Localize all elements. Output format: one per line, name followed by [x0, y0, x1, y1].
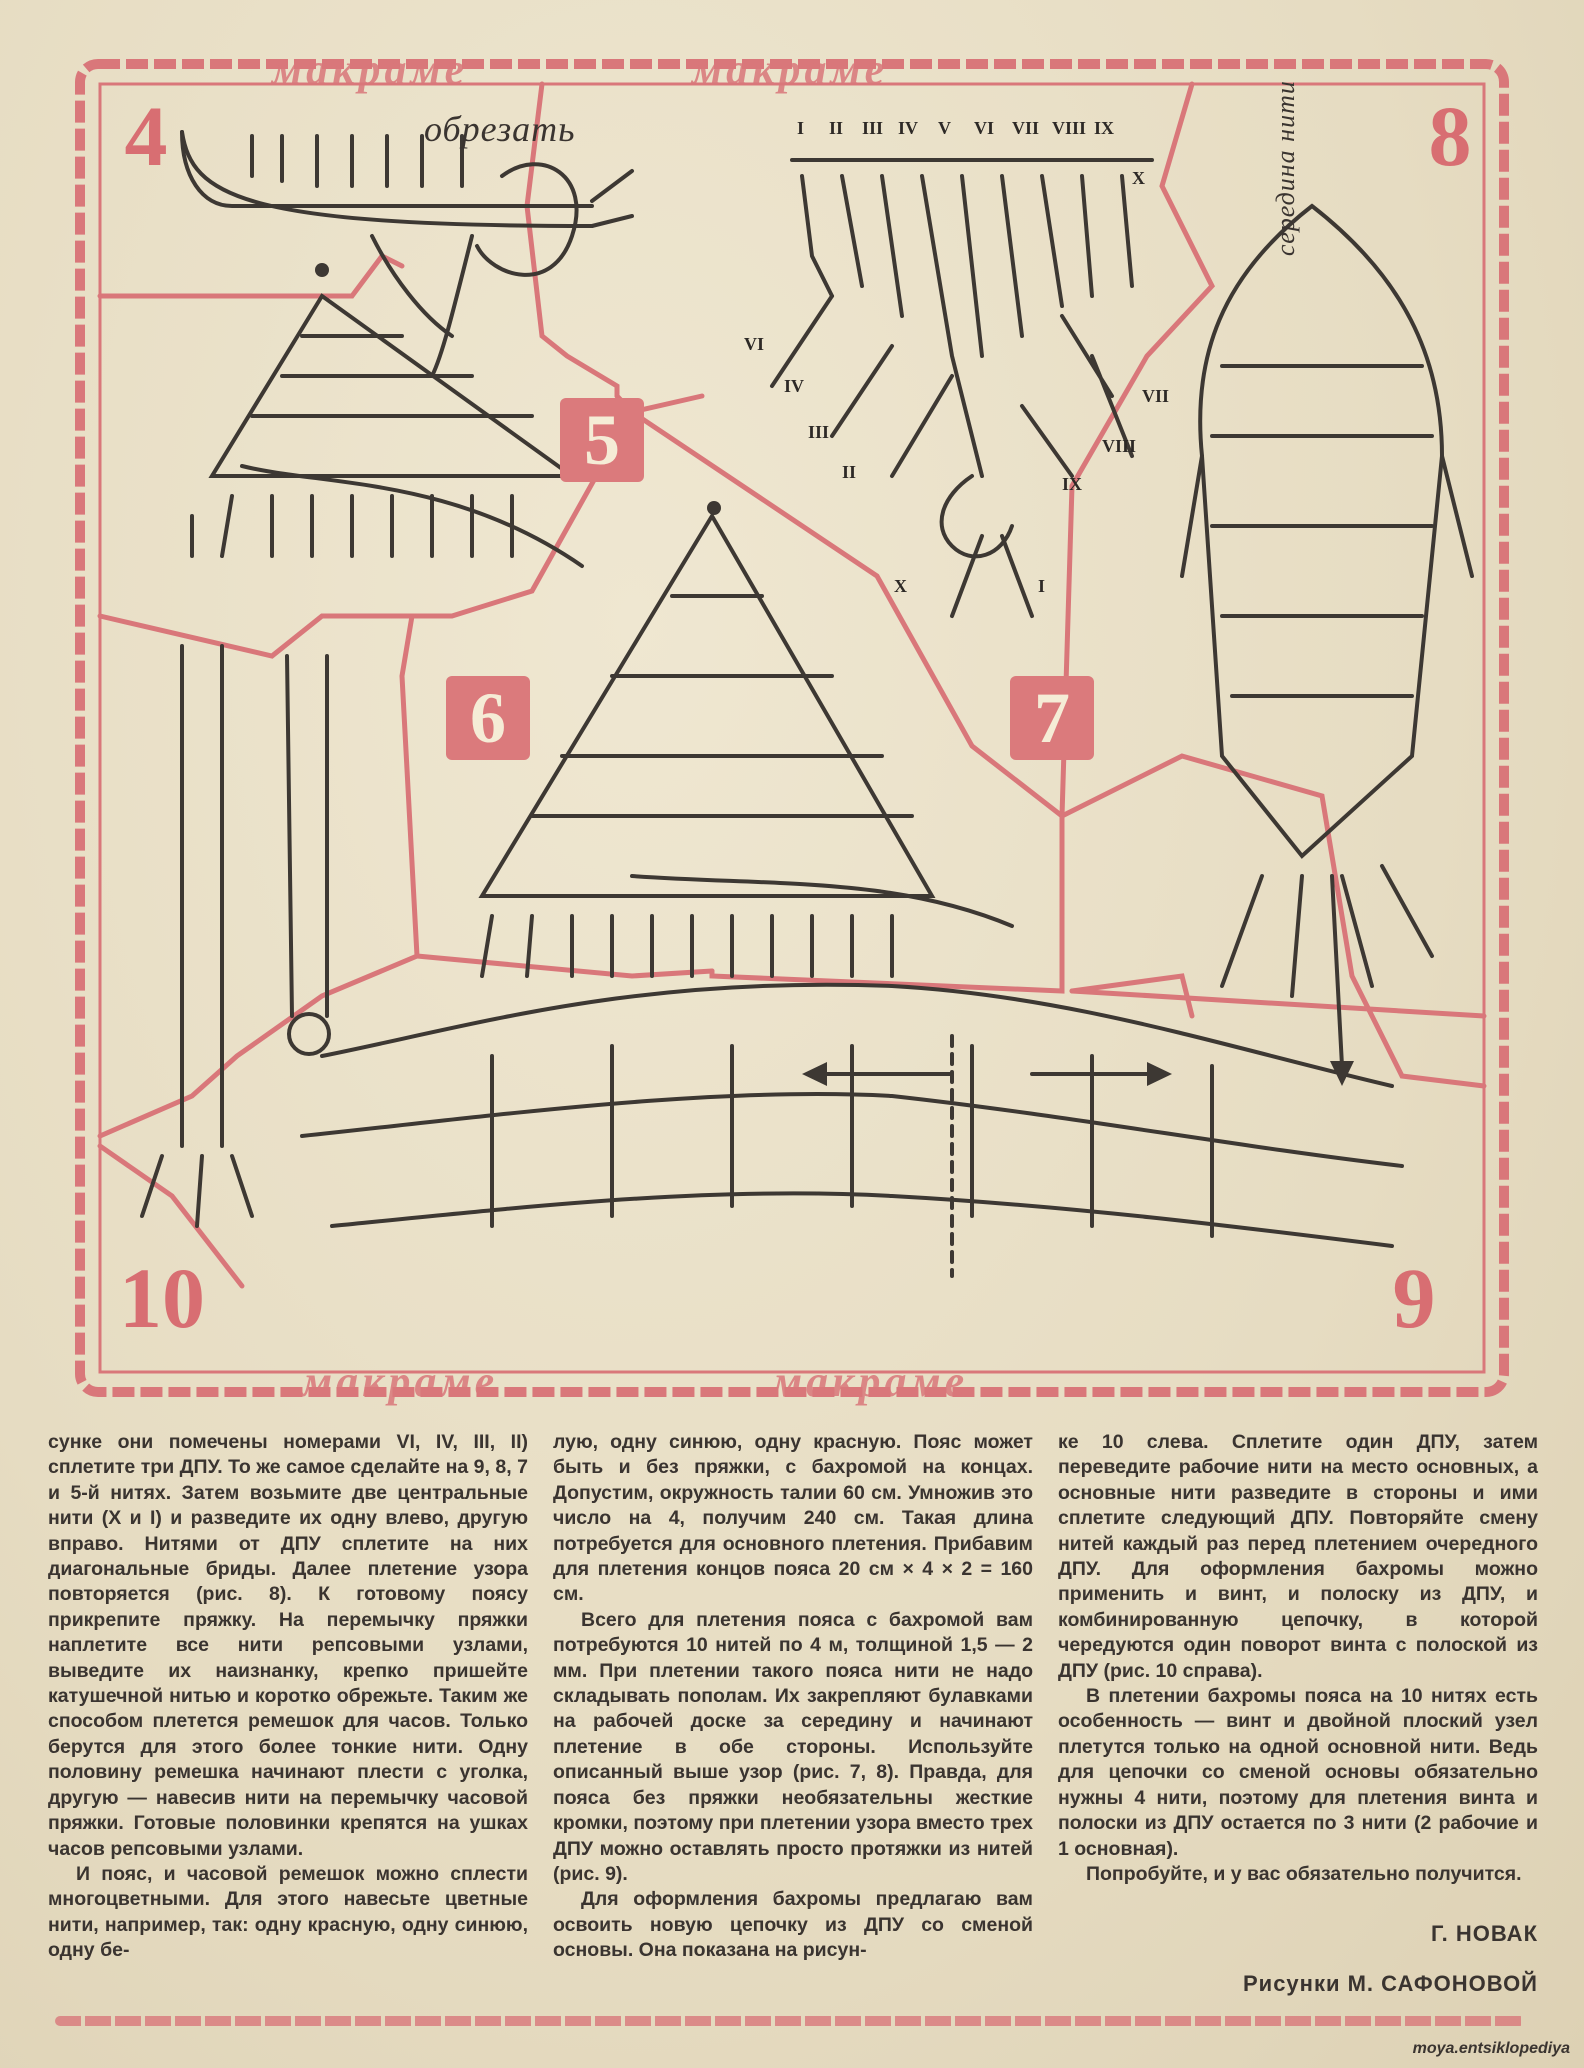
roman-label-iii: III — [862, 118, 884, 138]
article-paragraph: сунке они помечены номерами VI, IV, III, II) сплетите три ДПУ. То же самое сделайте на 9, 8, 7 и 5-й нитях. Затем возьмите две центральные нити (X и I) и разведите их одну влево, другую вправо. Нитями от ДПУ сплетите на них диагональные бриды. Далее плетение узора повторяется (рис. 8). К готовому поясу прикрепите пряжку. На перемычку пряжки наплетите все нити репсовыми узлами, выведите их наизнанку, крепко пришейте катушечной нитью и коротко обрежьте. Таким же способом плетется ремешок для часов. Только берутся для этого более тонкие нити. Одну половину ремешка начинают плести с уголка, другую — навесив нити на перемычку часовой пряжки. Готовые половинки крепятся на ушках часов репсовыми узлами. — [48, 1431, 528, 1860]
roman-side-i-bottom: I — [1038, 576, 1046, 596]
roman-side-vii: VII — [1142, 386, 1170, 406]
figure-number-4: 4 — [124, 88, 168, 184]
roman-label-vii: VII — [1012, 118, 1040, 138]
article-paragraph: В плетении бахромы пояса на 10 нитях есть особенность — винт и двойной плоский узел плетутся только на одной основной нити. Ведь для цепочки со сменой основы обязательно нужны 4 нити, поэтому для плетения винта и полоски из ДПУ остается по 3 нити (2 рабочие и 1 основная). — [1058, 1685, 1538, 1860]
article-paragraph: лую, одну синюю, одну красную. Пояс может быть и без пряжки, с бахромой на концах. Допустим, окружность талии 60 см. Умножив это число на 4, получим 240 см. Такая длина потребуется для основного плетения. Прибавим для плетения концов пояса 20 см × 4 × 2 = 160 см. — [553, 1431, 1033, 1606]
roman-side-viii: VIII — [1102, 436, 1137, 456]
roman-label-vi: VI — [974, 118, 995, 138]
article-paragraph: Попробуйте, и у вас обязательно получится. — [1086, 1862, 1522, 1885]
roman-label-ii: II — [829, 118, 844, 138]
frame-word-bottom: макраме — [302, 1357, 499, 1406]
roman-side-x-bottom: X — [894, 576, 907, 596]
article-paragraph: И пояс, и часовой ремешок можно сплести многоцветными. Для этого навесьте цветные нити, например, так: одну красную, одну синюю, одну бе- — [48, 1862, 528, 1962]
roman-label-v: V — [938, 118, 951, 138]
roman-side-ix: IX — [1062, 474, 1083, 494]
figure-number-7: 7 — [1010, 676, 1094, 760]
article-column-1 — [48, 1430, 528, 1964]
article-column-2 — [553, 1430, 1033, 1964]
middle-of-thread-label: середина нити — [1271, 80, 1300, 256]
illustrator-credit: Рисунки М. САФОНОВОЙ — [1243, 1970, 1538, 1996]
article-paragraph: ке 10 слева. Сплетите один ДПУ, затем переведите рабочие нити на место основных, а основные нити разведите в стороны и ими сплетите следующий ДПУ. Повторяйте смену нитей каждый раз перед плетением очередного ДПУ. Для оформления бахромы можно применить и винт, и полоску из ДПУ, и комбинированную цепочку, в которой чередуются один поворот винта с полоской из ДПУ (рис. 10 справа). — [1058, 1431, 1538, 1682]
figure-number-5: 5 — [560, 398, 644, 482]
roman-label-iv: IV — [898, 118, 919, 138]
roman-label-i: I — [797, 118, 805, 138]
roman-side-vi: VI — [744, 334, 765, 354]
article-text — [48, 1430, 1540, 1996]
frame-word-top-2: макраме — [692, 45, 889, 94]
frame-word-bottom-2: макраме — [772, 1357, 969, 1406]
roman-side-iii: III — [808, 422, 830, 442]
roman-side-x: X — [1132, 168, 1145, 188]
author-signature: Г. НОВАК — [1430, 1921, 1538, 1947]
roman-side-iv: IV — [784, 376, 805, 396]
source-watermark: moya.entsiklopediya — [1412, 2040, 1570, 2057]
roman-label-viii: VIII — [1052, 118, 1087, 138]
roman-side-ii: II — [842, 462, 857, 482]
article-paragraph: Для оформления бахромы предлагаю вам освоить новую цепочку из ДПУ со сменой основы. Она показана на рисун- — [553, 1888, 1033, 1962]
article-column-3 — [1058, 1430, 1538, 1996]
roman-label-ix: IX — [1094, 118, 1115, 138]
bottom-decorative-rule — [55, 2016, 1525, 2026]
figure-number-6: 6 — [446, 676, 530, 760]
illustration-panel — [72, 45, 1512, 1406]
figure-number-8: 8 — [1428, 88, 1472, 184]
cut-label: обрезать — [424, 109, 576, 149]
figure-number-10: 10 — [119, 1250, 205, 1346]
figure-number-9: 9 — [1392, 1250, 1436, 1346]
frame-word-top: макраме — [272, 45, 469, 94]
article-paragraph: Всего для плетения пояса с бахромой вам потребуются 10 нитей по 4 м, толщиной 1,5 — 2 мм. При плетении такого пояса нити не надо складывать пополам. Их закрепляют булавками на рабочей доске за середину и начинают плетение в обе стороны. Используйте описанный выше узор (рис. 7, 8). Правда, для пояса без пряжки необязательны жесткие кромки, поэтому при плетении узора вместо трех ДПУ можно оставлять просто протяжки из нитей (рис. 9). — [553, 1608, 1033, 1885]
frame-lines — [72, 56, 1512, 1400]
